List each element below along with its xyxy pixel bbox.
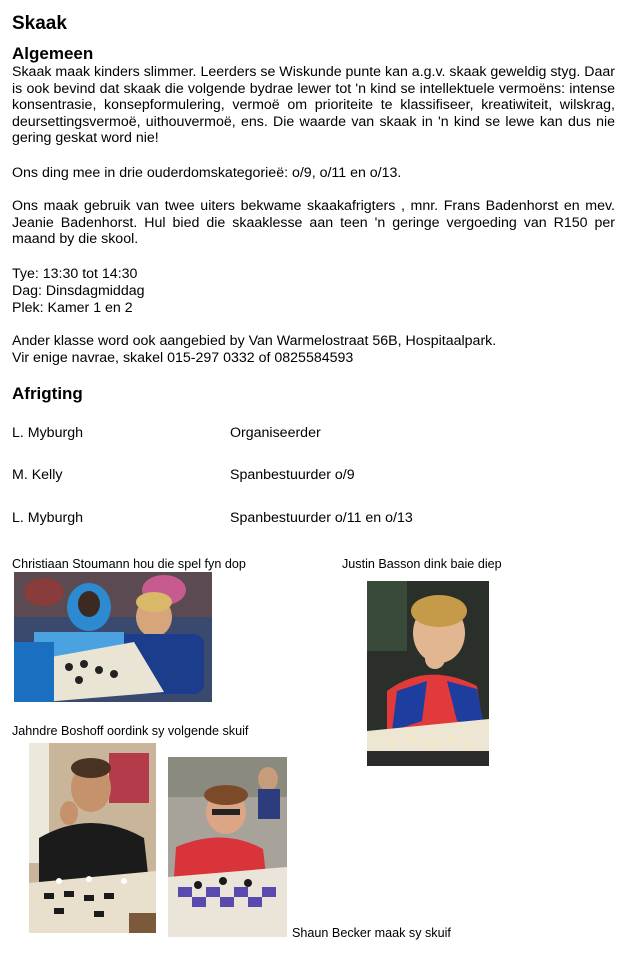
coach-name: L. Myburgh [12,425,83,441]
times-line: Tye: 13:30 tot 14:30 [12,266,138,282]
categories-paragraph: Ons ding mee in drie ouderdomskategorieë: o/9, o/11 en o/13. [12,165,402,181]
coach-role: Organiseerder [230,425,321,441]
coaches-paragraph: Ons maak gebruik van twee uiters bekwame skaakafrigters , mnr. Frans Badenhorst en mev. Jeanie Badenhorst. Hul bied die skaaklesse aan teen 'n geringe vergoeding van R150 per maand by die skool. [12,198,615,248]
coach-name: L. Myburgh [12,510,83,526]
place-line: Plek: Kamer 1 en 2 [12,300,133,316]
photo-caption: Jahndre Boshoff oordink sy volgende skuif [12,724,249,738]
other-classes-line: Ander klasse word ook aangebied by Van Warmelostraat 56B, Hospitaalpark. [12,333,497,349]
photo-caption: Shaun Becker maak sy skuif [292,926,451,940]
photo-caption: Christiaan Stoumann hou die spel fyn dop [12,557,246,571]
photo-caption: Justin Basson dink baie diep [342,557,502,571]
coach-role: Spanbestuurder o/11 en o/13 [230,510,413,526]
coach-role: Spanbestuurder o/9 [230,467,355,483]
page-title: Skaak [12,13,67,34]
chess-photo-1 [14,572,212,702]
chess-photo-4 [168,757,287,937]
enquiries-line: Vir enige navrae, skakel 015-297 0332 of 0825584593 [12,350,354,366]
section-heading-coaching: Afrigting [12,384,83,403]
coach-name: M. Kelly [12,467,63,483]
chess-photo-2 [367,581,489,766]
intro-paragraph: Skaak maak kinders slimmer. Leerders se Wiskunde punte kan a.g.v. skaak geweldig styg. Daar is ook bevind dat skaak die volgende bydrae lewer tot 'n kind se intellektuele vermoëns: intense konsentrasie, konsepformulering, vermoë om prioriteite te klassifiseer, kreatiwiteit, wilskrag, deursettingsvermoë, uithouvermoë, ens. Die waarde van skaak in 'n kind se lewe kan dus nie gering geskat word nie! [12,64,615,147]
section-heading-general: Algemeen [12,44,94,63]
day-line: Dag: Dinsdagmiddag [12,283,145,299]
chess-photo-3 [29,743,156,933]
